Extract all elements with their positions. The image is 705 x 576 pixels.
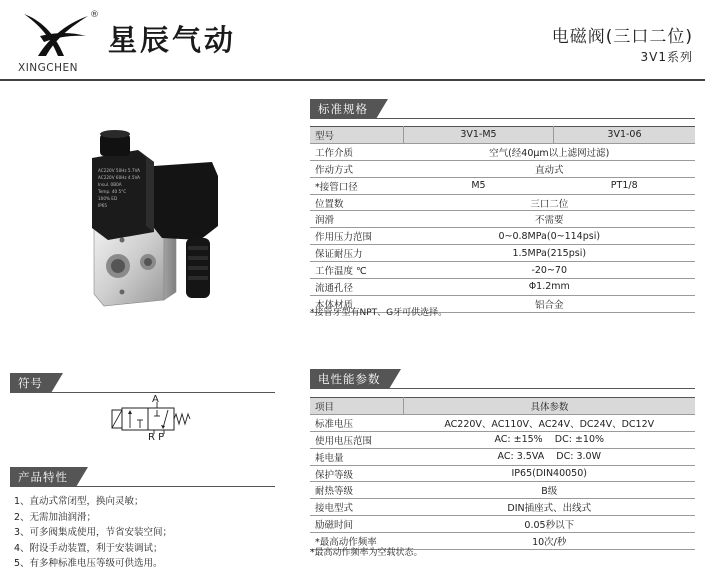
table-cell: 励磁时间 [310, 516, 404, 533]
table-row [310, 465, 695, 482]
coil-label-line: IP65 [98, 203, 108, 208]
table-cell: AC: 3.5VA DC: 3.0W [404, 448, 696, 465]
table-cell: 1.5MPa(215psi) [404, 245, 696, 262]
table-cell: 直动式 [404, 160, 696, 177]
coil-label-line: 100% ED [98, 196, 118, 201]
table-cell: 接电型式 [310, 499, 404, 516]
table-row [310, 398, 695, 415]
table-row [310, 160, 695, 177]
brand-logo-icon [20, 10, 92, 60]
table-cell: 空气(经40μm以上滤网过滤) [404, 143, 696, 160]
coil-label-line: Insul. 0B0A [98, 182, 122, 187]
spec-note: *接管牙型有NPT、G牙可供选择。 [310, 308, 448, 318]
table-cell: 0~0.8MPa(0~114psi) [404, 228, 696, 245]
table-cell: 流通孔径 [310, 279, 404, 296]
port-label-rp: R P [148, 432, 165, 443]
table-cell: 工作介质 [310, 143, 404, 160]
elec-section-title: 电性能参数 [310, 369, 389, 389]
table-row [310, 448, 695, 465]
table-row [310, 143, 695, 160]
table-cell: 本体材质 [310, 295, 404, 312]
table-row [310, 482, 695, 499]
elec-table [310, 397, 695, 550]
table-row [310, 245, 695, 262]
table-cell: 项目 [310, 398, 404, 415]
table-cell: 3V1-M5 [404, 127, 554, 144]
elec-note: *最高动作频率为空载状态。 [310, 548, 423, 558]
product-image [78, 128, 238, 328]
table-cell: M5 [404, 177, 554, 194]
brand-name-cn: 星辰气动 [108, 23, 237, 57]
table-cell: PT1/8 [553, 177, 695, 194]
symbol-section-header [10, 373, 275, 393]
table-row [310, 127, 695, 144]
table-cell: 耐热等级 [310, 482, 404, 499]
spec-section-header [310, 99, 695, 119]
table-cell: -20~70 [404, 262, 696, 279]
table-row [310, 194, 695, 211]
spec-table [310, 126, 695, 313]
table-row [310, 262, 695, 279]
table-cell: 使用电压范围 [310, 431, 404, 448]
table-cell: 不需要 [404, 211, 696, 228]
list-item: 4、附设手动装置，利于安装调试； [14, 542, 163, 554]
header-divider [0, 79, 705, 81]
feature-list [14, 494, 172, 572]
registered-mark: ® [90, 10, 99, 20]
table-row [310, 211, 695, 228]
list-item: 3、可多阀集成使用，节省安装空间； [14, 527, 173, 539]
spec-section-title: 标准规格 [310, 99, 376, 119]
table-cell: 耗电量 [310, 448, 404, 465]
table-row [310, 279, 695, 296]
coil-label-line: AC220V 50Hz 5.7VA [98, 168, 141, 173]
table-cell: IP65(DIN40050) [404, 465, 696, 482]
page-title: 电磁阀(三口二位) [551, 27, 693, 47]
symbol-section-title: 符号 [10, 373, 51, 393]
table-cell: DIN插座式、出线式 [404, 499, 696, 516]
table-cell: Φ1.2mm [404, 279, 696, 296]
table-cell: *最高动作频率 [310, 533, 404, 550]
coil-label-line: Temp. 40 5°C [98, 189, 127, 194]
table-cell: 三口二位 [404, 194, 696, 211]
coil-label-line: AC220V 60Hz 4.5VA [98, 175, 141, 180]
table-cell: *接管口径 [310, 177, 404, 194]
table-cell: 工作温度 ℃ [310, 262, 404, 279]
elec-section-header [310, 369, 695, 389]
table-cell: 具体参数 [404, 398, 696, 415]
table-cell: 保护等级 [310, 465, 404, 482]
table-cell: B级 [404, 482, 696, 499]
table-cell: 位置数 [310, 194, 404, 211]
list-item: 2、无需加油润滑； [14, 511, 97, 523]
table-row [310, 177, 695, 194]
list-item: 1、直动式常闭型，换向灵敏； [14, 496, 144, 507]
table-cell: 型号 [310, 127, 404, 144]
table-row [310, 414, 695, 431]
brand-name-en: XINGCHEN [18, 62, 78, 74]
table-cell: 0.05秒以下 [404, 516, 696, 533]
table-cell: 10次/秒 [404, 533, 696, 550]
feature-section-header [10, 467, 275, 487]
table-cell: 3V1-06 [553, 127, 695, 144]
table-cell: 作用压力范围 [310, 228, 404, 245]
list-item: 5、有多种标准电压等级可供选用。 [14, 558, 163, 570]
table-row [310, 499, 695, 516]
table-row [310, 516, 695, 533]
series-label: 3V1系列 [640, 50, 693, 64]
table-cell: AC: ±15% DC: ±10% [404, 431, 696, 448]
table-cell: 保证耐压力 [310, 245, 404, 262]
feature-section-title: 产品特性 [10, 467, 76, 487]
port-label-a: A [152, 394, 159, 405]
table-row [310, 228, 695, 245]
table-cell: 标准电压 [310, 414, 404, 431]
table-cell: 润滑 [310, 211, 404, 228]
table-cell: AC220V、AC110V、AC24V、DC24V、DC12V [404, 414, 696, 431]
table-cell: 作动方式 [310, 160, 404, 177]
table-cell: 铝合金 [404, 295, 696, 312]
table-row [310, 431, 695, 448]
